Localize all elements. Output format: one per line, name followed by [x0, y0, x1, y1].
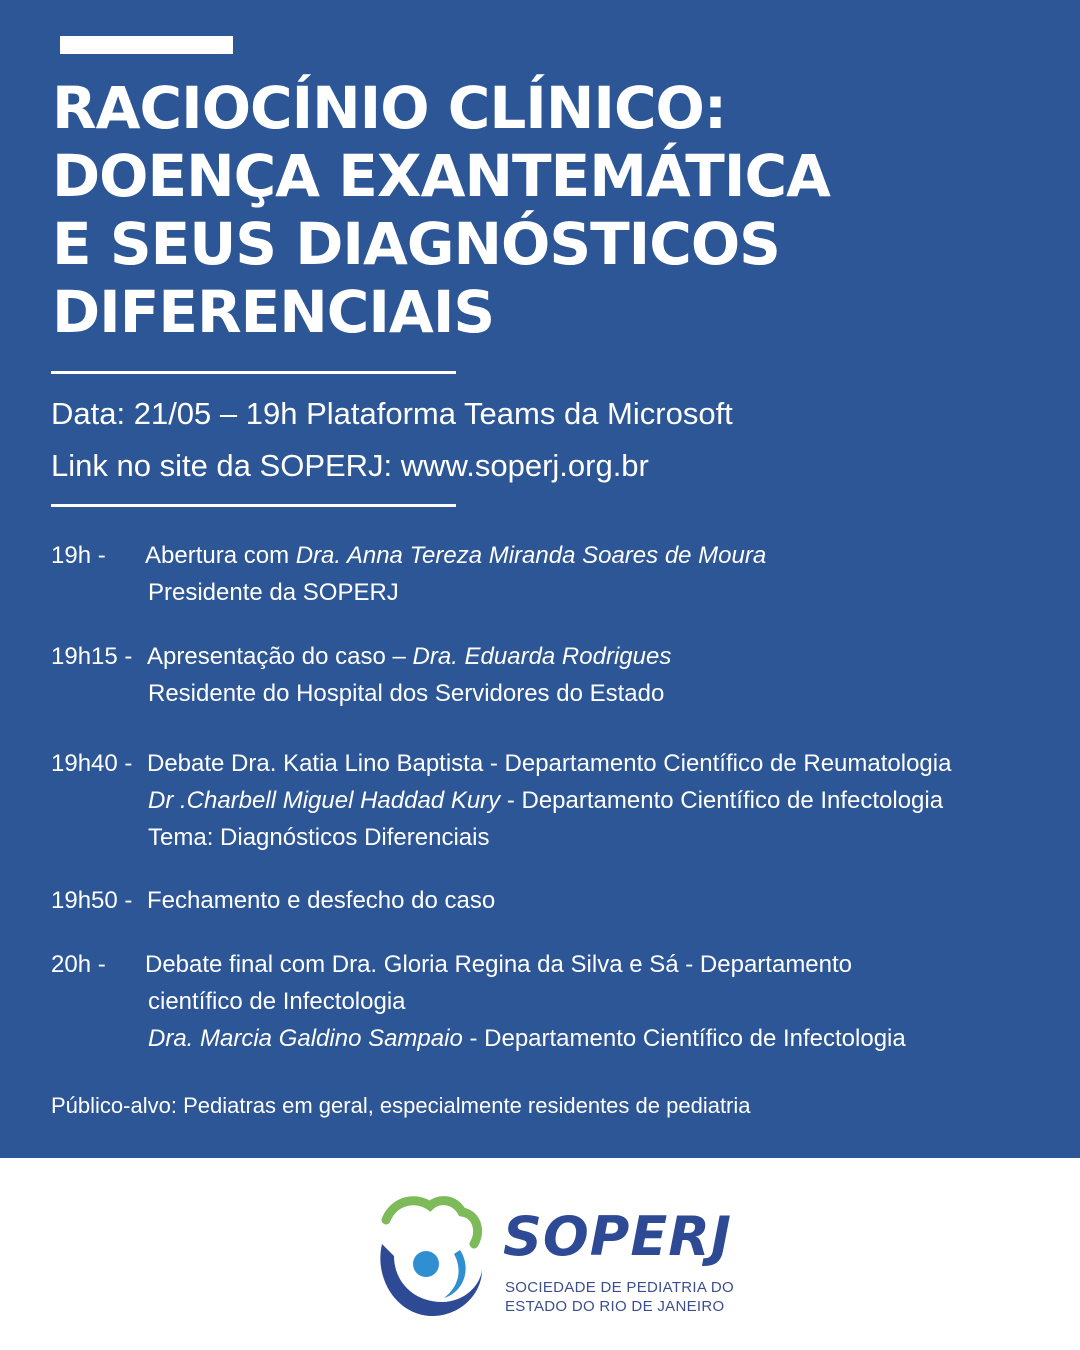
title-line: RACIOCÍNIO CLÍNICO:: [52, 74, 727, 142]
program-text: - Departamento Científico de Infectologia: [462, 1025, 906, 1052]
title-line: DOENÇA EXANTEMÁTICA: [52, 142, 830, 210]
program-text: - Departamento Científico de Infectologia: [500, 787, 944, 814]
program-line: [148, 1020, 906, 1057]
program-time: 19h15 -: [51, 643, 133, 670]
program-speaker: Dra. Anna Tereza Miranda Soares de Moura: [295, 542, 767, 569]
program-line: [148, 574, 399, 611]
logo-subtitle: SOCIEDADE DE PEDIATRIA DO: [505, 1279, 734, 1296]
decorative-top-bar: [60, 36, 233, 54]
program-line: [148, 782, 943, 819]
program-text: Presidente da SOPERJ: [148, 579, 399, 606]
event-title: [52, 74, 830, 346]
title-line: E SEUS DIAGNÓSTICOS: [52, 210, 780, 278]
program-text: Debate final com Dra. Gloria Regina da Silva e Sá - Departamento: [145, 951, 853, 978]
divider-rule: [51, 504, 456, 507]
divider-rule: [51, 371, 456, 374]
program-line: [145, 537, 766, 574]
target-audience: Público-alvo: Pediatras em geral, especialmente residentes de pediatria: [51, 1093, 751, 1118]
program-line: [148, 675, 664, 712]
event-date-line: Data: 21/05 – 19h Plataforma Teams da Microsoft: [51, 396, 733, 431]
program-text: Abertura com: [145, 542, 296, 569]
program-text: Tema: Diagnósticos Diferenciais: [148, 824, 490, 851]
program-speaker: Dra. Eduarda Rodrigues: [412, 643, 672, 670]
program-time: 19h -: [51, 542, 106, 569]
program-line: [147, 638, 671, 675]
program-line: [147, 745, 951, 782]
program-line: [148, 819, 489, 856]
program-line: [145, 946, 852, 983]
program-line: [148, 983, 406, 1020]
event-link-line: Link no site da SOPERJ: www.soperj.org.br: [51, 448, 649, 483]
soperj-logo-icon: [364, 1186, 489, 1326]
program-time: 19h40 -: [51, 750, 133, 777]
program-speaker: Dr .Charbell Miguel Haddad Kury: [148, 787, 501, 814]
program-speaker: Dra. Marcia Galdino Sampaio: [148, 1025, 463, 1052]
program-line: [147, 882, 495, 919]
program-text: Debate Dra. Katia Lino Baptista - Departamento Científico de Reumatologia: [147, 750, 952, 777]
program-text: Apresentação do caso –: [147, 643, 413, 670]
title-line: DIFERENCIAIS: [52, 278, 495, 346]
logo-subtitle: ESTADO DO RIO DE JANEIRO: [505, 1298, 725, 1315]
program-text: Residente do Hospital dos Servidores do Estado: [148, 680, 665, 707]
program-text: Fechamento e desfecho do caso: [147, 887, 496, 914]
soperj-logo-name: SOPERJ: [503, 1205, 732, 1268]
program-text: científico de Infectologia: [148, 988, 406, 1015]
program-time: 19h50 -: [51, 887, 133, 914]
program-time: 20h -: [51, 951, 106, 978]
